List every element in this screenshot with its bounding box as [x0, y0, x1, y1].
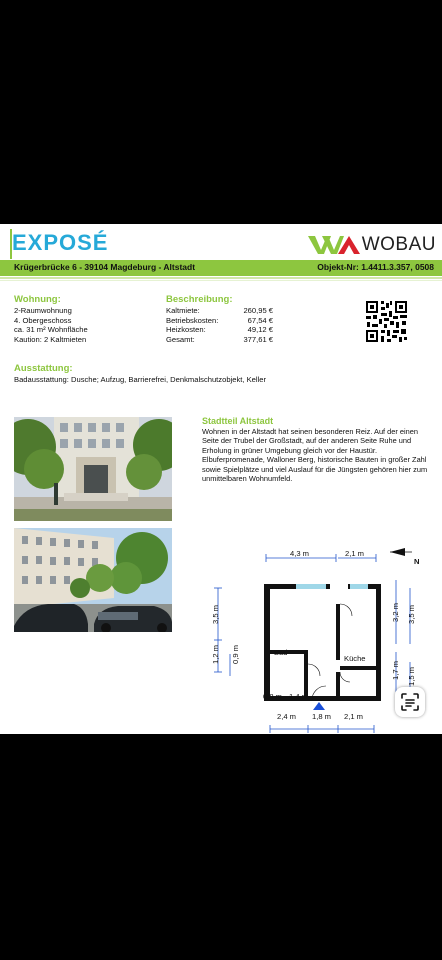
wobau-logo	[308, 232, 436, 258]
beschreibung-heading: Beschreibung:	[166, 294, 233, 305]
page-title: EXPOSÉ	[12, 230, 109, 255]
expose-page	[0, 224, 442, 734]
dim-right-1: 3,2 m	[391, 603, 400, 622]
object-number: Objekt-Nr: 1.4411.3.357, 0508	[317, 262, 434, 272]
wohnung-details	[14, 306, 88, 344]
dim-left-1: 3,5 m	[211, 605, 220, 624]
dim-left-2: 1,2 m	[211, 645, 220, 664]
dim-left-3: 0,9 m	[231, 645, 240, 664]
dim-bottom-1: 0,8 m	[263, 692, 282, 701]
dim-top-1: 4,3 m	[290, 549, 309, 558]
wobau-logo-icon	[308, 234, 360, 256]
dim-top-2: 2,1 m	[345, 549, 364, 558]
cost-table	[166, 306, 273, 344]
wohnung-line: 4. Obergeschoss	[14, 315, 72, 325]
photo-building-entrance[interactable]	[14, 417, 172, 521]
photo-street-view[interactable]	[14, 528, 172, 632]
scan-button[interactable]	[395, 687, 425, 717]
room-kueche: Küche	[344, 654, 366, 663]
dim-right-4: 1,5 m	[407, 667, 416, 686]
qr-code[interactable]	[365, 300, 408, 348]
address-bar	[0, 260, 442, 276]
photo-street-image	[14, 528, 172, 632]
dim-bottom-2: 1,4 m	[289, 692, 308, 701]
photo-entrance-image	[14, 417, 172, 521]
stadtteil-text: Wohnen in der Altstadt hat seinen besonderen Reiz. Auf der einen Seite der Trubel der Großstadt, auf der anderen Seite Ruhe und Erholung in grüner Umgebung gleich vor der Haustür. Elbuferpromenade, Walloner Berg, historische Bauten in großer Zahl sowie Spielplätze und viel Auslauf für die Jüngsten gehören hier zum unmittelbaren Wohnumfeld.	[202, 427, 428, 484]
dim-bottom-3: 2,4 m	[277, 712, 296, 721]
wohnung-heading: Wohnung:	[14, 294, 61, 305]
scan-icon	[400, 692, 420, 712]
address-text: Krügerbrücke 6 - 39104 Magdeburg - Altstadt	[14, 262, 196, 272]
dim-right-3: 1,7 m	[391, 661, 400, 680]
bar-stripe	[0, 277, 442, 279]
wohnung-line: 2-Raumwohnung	[14, 306, 72, 315]
dim-bottom-5: 2,1 m	[344, 712, 363, 721]
cost-row: Heizkosten: 49,12 €	[166, 325, 273, 335]
dim-right-2: 3,5 m	[407, 605, 416, 624]
wohnung-line: ca. 31 m² Wohnfläche	[14, 325, 88, 335]
brand-name: WOBAU	[361, 234, 436, 255]
room-bad: Bad	[274, 648, 288, 657]
cost-row: Kaltmiete: 260,95 €	[166, 306, 273, 315]
bar-stripe-2	[0, 280, 442, 281]
wohnung-line: Kaution: 2 Kaltmieten	[14, 334, 87, 344]
cost-row: Betriebskosten: 67,54 €	[166, 315, 273, 325]
ausstattung-heading: Ausstattung:	[14, 363, 73, 374]
stadtteil-heading: Stadtteil Altstadt	[202, 416, 274, 426]
qr-code-icon	[365, 300, 408, 343]
ausstattung-text: Badausstattung: Dusche; Aufzug, Barrierefrei, Denkmalschutzobjekt, Keller	[14, 375, 266, 384]
north-label: N	[414, 557, 420, 566]
dim-bottom-4: 1,8 m	[312, 712, 331, 721]
cost-row: Gesamt: 377,61 €	[166, 334, 273, 344]
